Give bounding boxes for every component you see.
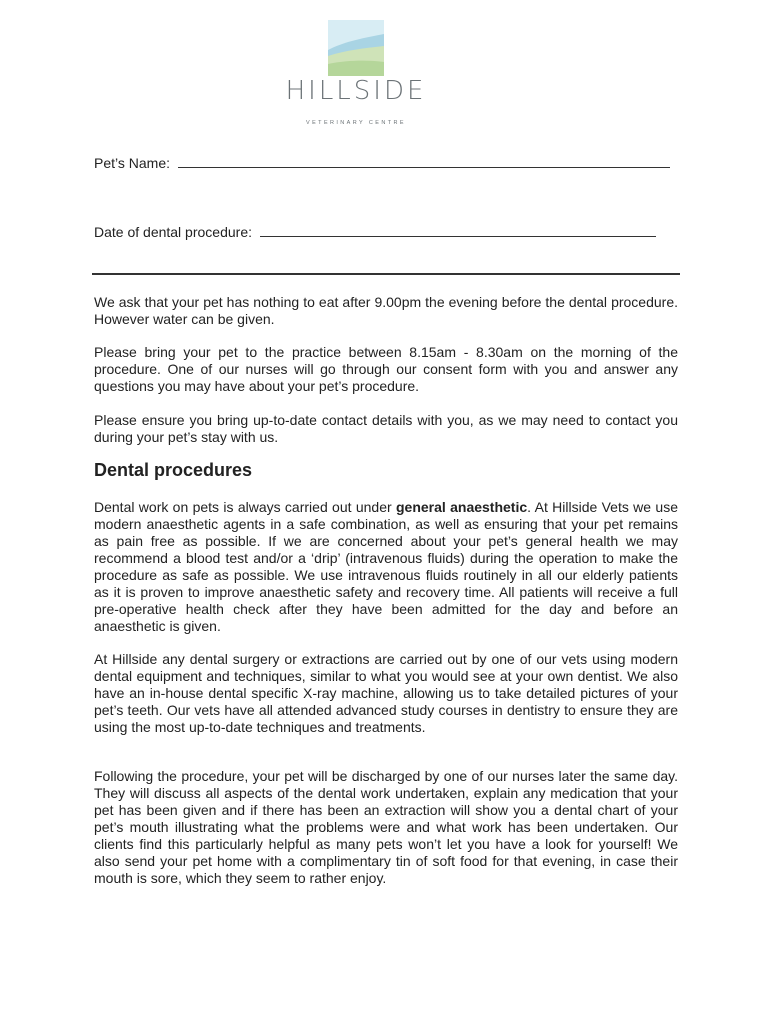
paragraph-arrival: Please bring your pet to the practice between 8.15am - 8.30am on the morning of the procedure. One of our nurses will go through our consent form with you and answer any questions you may have about your pet’s procedure. xyxy=(94,344,678,394)
divider xyxy=(92,273,680,275)
anaesthetic-text-end: . At Hillside Vets we use modern anaesthetic agents in a safe combination, as well as ensuring that your pet remains as pain free as possible. If we are concerned about your pet’s general health we may recommend a blood test and/or a ‘drip’ (intravenous fluids) during the operation to make the procedure as safe as possible. We use intravenous fluids routinely in all our elderly patients as it is proven to improve anaesthetic safety and recovery time. All patients will receive a full pre-operative health check after they have been admitted for the day and before an anaesthetic is given. xyxy=(94,499,678,634)
hillside-logo-mark xyxy=(328,20,384,76)
logo-subtitle: VETERINARY CENTRE xyxy=(306,120,406,126)
pet-name-label: Pet’s Name: xyxy=(94,155,170,171)
anaesthetic-text-start: Dental work on pets is always carried out under xyxy=(94,499,396,515)
dental-heading: Dental procedures xyxy=(94,460,253,480)
date-field xyxy=(94,224,656,240)
pet-name-blank[interactable] xyxy=(178,155,670,168)
paragraph-anaesthetic xyxy=(94,499,678,635)
paragraph-surgery: At Hillside any dental surgery or extractions are carried out by one of our vets using modern dental equipment and techniques, similar to what you would see at your own dentist. We also have an in-house dental specific X-ray machine, allowing us to take detailed pictures of your pet’s teeth. Our vets have all attended advanced study courses in dentistry to ensure they are using the most up-to-date techniques and treatments. xyxy=(94,651,678,735)
logo-wordmark: HILLSIDE xyxy=(285,76,427,106)
paragraph-contact: Please ensure you bring up-to-date contact details with you, as we may need to contact you during your pet’s stay with us. xyxy=(94,412,678,445)
hillside-logo xyxy=(276,20,436,126)
date-label: Date of dental procedure: xyxy=(94,224,252,240)
pet-name-field xyxy=(94,155,670,171)
paragraph-fasting: We ask that your pet has nothing to eat after 9.00pm the evening before the dental procedure. However water can be given. xyxy=(94,294,678,327)
paragraph-discharge: Following the procedure, your pet will be discharged by one of our nurses later the same day. They will discuss all aspects of the dental work undertaken, explain any medication that your pet has been given and if there has been an extraction will show you a dental chart of your pet’s mouth illustrating what the problems were and what work has been undertaken. Our clients find this particularly helpful as many pets won’t let you have a look for yourself! We also send your pet home with a complimentary tin of soft food for that evening, in case their mouth is sore, which they seem to rather enjoy. xyxy=(94,768,678,886)
anaesthetic-bold: general anaesthetic xyxy=(395,499,528,515)
date-blank[interactable] xyxy=(260,224,656,237)
